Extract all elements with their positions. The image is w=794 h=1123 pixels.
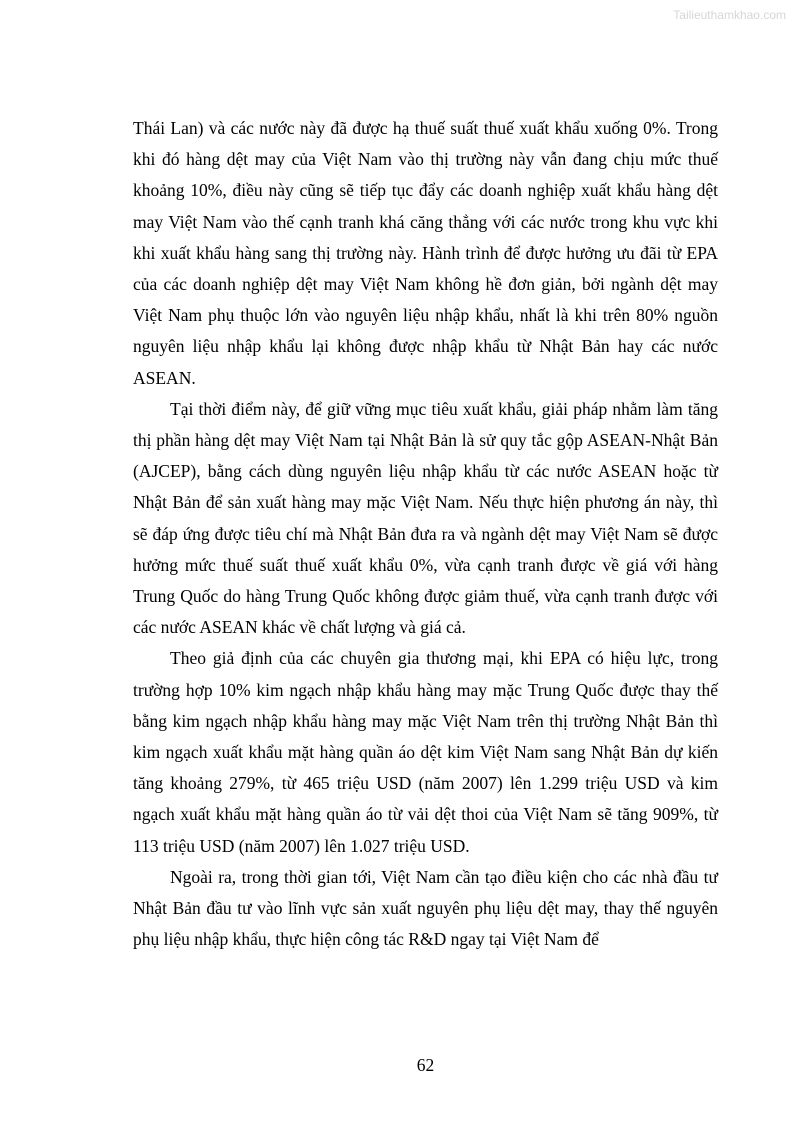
paragraph: Tại thời điểm này, để giữ vững mục tiêu xuất khẩu, giải pháp nhằm làm tăng thị phần hàng dệt may Việt Nam tại Nhật Bản là sử quy tắc gộp ASEAN-Nhật Bản (AJCEP), bằng cách dùng nguyên liệu nhập khẩu từ các nước ASEAN hoặc từ Nhật Bản để sản xuất hàng may mặc Việt Nam. Nếu thực hiện phương án này, thì sẽ đáp ứng được tiêu chí mà Nhật Bản đưa ra và ngành dệt may Việt Nam sẽ được hưởng mức thuế suất thuế xuất khẩu 0%, vừa cạnh tranh được về giá với hàng Trung Quốc do hàng Trung Quốc không được giảm thuế, vừa cạnh tranh được với các nước ASEAN khác về chất lượng và giá cả. [133,398,718,638]
paragraph: Ngoài ra, trong thời gian tới, Việt Nam cần tạo điều kiện cho các nhà đầu tư Nhật Bản đầu tư vào lĩnh vực sản xuất nguyên phụ liệu dệt may, thay thế nguyên phụ liệu nhập khẩu, thực hiện công tác R&D ngay tại Việt Nam để [133,866,718,950]
paragraph: Theo giả định của các chuyên gia thương mại, khi EPA có hiệu lực, trong trường hợp 10% kim ngạch nhập khẩu hàng may mặc Trung Quốc được thay thế bằng kim ngạch nhập khẩu hàng may mặc Việt Nam trên thị trường Nhật Bản thì kim ngạch xuất khẩu mặt hàng quần áo dệt kim Việt Nam sang Nhật Bản dự kiến tăng khoảng 279%, từ 465 triệu USD (năm 2007) lên 1.299 triệu USD và kim ngạch xuất khẩu mặt hàng quần áo từ vải dệt thoi của Việt Nam sẽ tăng 909%, từ 113 triệu USD (năm 2007) lên 1.027 triệu USD. [133,648,718,856]
watermark-text: Tailieuthamkhao.com [673,8,786,22]
page-body [133,113,718,955]
page-number: 62 [416,1055,435,1075]
paragraph-continuation: Thái Lan) và các nước này đã được hạ thuế suất thuế xuất khẩu xuống 0%. Trong khi đó hàng dệt may của Việt Nam vào thị trường này vẫn đang chịu mức thuế khoảng 10%, điều này cũng sẽ tiếp tục đẩy các doanh nghiệp xuất khẩu hàng dệt may Việt Nam vào thế cạnh tranh khá căng thẳng với các nước trong khu vực khi khi xuất khẩu hàng sang thị trường này. Hành trình để được hưởng ưu đãi từ EPA của các doanh nghiệp dệt may Việt Nam không hề đơn giản, bởi ngành dệt may Việt Nam phụ thuộc lớn vào nguyên liệu nhập khẩu, nhất là khi trên 80% nguồn nguyên liệu nhập khẩu lại không được nhập khẩu từ Nhật Bản hay các nước ASEAN. [133,118,718,388]
